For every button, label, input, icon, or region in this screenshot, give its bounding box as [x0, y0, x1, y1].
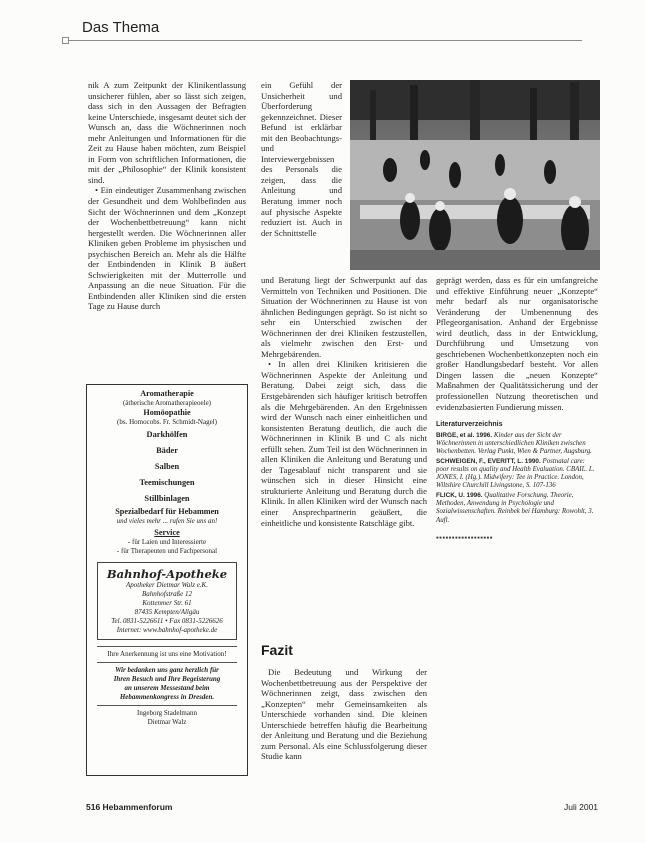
column-2-upper-paragraph: ein Gefühl der Unsicherheit und Überforderung gekennzeichnet. Dieser Befund ist erklärbar mit den Beobachtungs- und Interviewergebnissen des Personals die zeigen, dass die Anleitung und Beratung immer noch auf physische Aspekte reduziert ist. Auch in der Schnittstelle [261, 80, 342, 238]
ad-line: Aromatherapie [140, 389, 194, 398]
header-rule-marker [62, 37, 69, 44]
literature-entry [436, 432, 598, 457]
ad-line: Stillbinlagen [144, 494, 190, 503]
ad-address-line: Kottenmer Str. 61 [142, 599, 192, 607]
ad-address-line: Internet: www.bahnhof-apotheke.de [116, 626, 218, 634]
ad-thanks-line: Wir bedanken uns ganz herzlich für [115, 666, 219, 674]
column-1 [88, 80, 246, 312]
end-of-article-marker: ▪▪▪▪▪▪▪▪▪▪▪▪▪▪▪▪▪▪ [436, 532, 493, 542]
column-1-paragraph-1: nik A zum Zeitpunkt der Klinikentlassung unsicherer fühlen, aber so lässt sich zeigen, dass sich in den Aussagen der Befragten keine Unterschiede, insgesamt deutet sich der Wunsch an, dass die Wöchnerinnen noch mehr Anleitungen und Informationen für die Zeit zu Hause haben möchten, zum Beispiel in Form von schriftlichen Informationen, die mit der „Philosophie“ der Klinik konsistent sind. [88, 80, 246, 185]
ad-thanks-line: an unserem Messestand beim [124, 684, 210, 692]
ad-line: (ätherische Aromatherapieoele) [122, 399, 212, 407]
ad-thanks-line: Hebammenkongress in Dresden. [119, 693, 215, 701]
ad-address-line: Tel. 0831-5226611 • Fax 0831-5226626 [111, 617, 223, 625]
advertisement-box [86, 384, 248, 776]
article-photo [350, 80, 600, 270]
column-2-paragraph-1: und Beratung liegt der Schwerpunkt auf das Vermitteln von Techniken und Positionen. Die Situation der Wöchnerinnen zu Hause ist von ähnlichen Bedingungen geprägt. So ist nicht so sehr ein Unterschied zwischen der Wöchnerinnen der drei Kliniken festzustellen, als vielmehr zwischen den Erst- und Mehrgebärenden. [261, 275, 427, 359]
ad-line: Salben [154, 462, 180, 471]
ad-line: Spezialbedarf für Hebammen [115, 507, 219, 516]
literature-author: BIRGE, et al. 1996. [436, 431, 493, 439]
ad-thanks-line: Ihren Besuch und Ihre Begeisterung [113, 675, 221, 683]
literature-heading: Literaturverzeichnis [436, 421, 503, 429]
fazit-column [261, 667, 427, 762]
ad-product-list [87, 385, 247, 556]
literature-text: Kinder aus der Sicht der Wöchnerinnen in unterschiedlichen Kliniken zwischen Wochenbetten. Verlag Punkt, Wien & Partner, Augsburg. [436, 431, 592, 456]
ad-line: Bäder [156, 446, 178, 455]
ad-line: (bs. Homocobs. Fr. Schmidt-Nagel) [117, 418, 217, 426]
literature-author: FLICK, U. 1996. [436, 491, 483, 499]
column-1-paragraph-2: • Ein eindeutiger Zusammenhang zwischen der Gesundheit und dem Wohlbefinden aus Sicht der Wöchnerinnen und dem „Konzept der Wochenbettbetreuung“ kann nicht hergestellt werden. Die Wöchnerinnen aller Kliniken geben Probleme im physischen und psychischen Bereich an. Mehr als die Hälfte der Entbindenden in Klinik B äußert Schwierigkeiten mit der Mutterrolle und Anpassung an die neue Situation. Für die Entbindenden aller Kliniken sind die ersten Tage zu Hause durch [88, 185, 246, 312]
literature-text: Qualitative Forschung. Theorie, Methoden, Anwendung in Psychologie und Sozialwissenschaften. Reinbek bei Hamburg: Rowohlt, 3. Aufl. [436, 491, 594, 524]
ad-address-line: 87435 Kempten/Allgäu [134, 608, 200, 616]
column-3-paragraph-1: geprägt werden, dass es für ein umfangreiche und effektive Einführung neuer „Konzepte“ mehr bedarf als nur organisatorische Veränderung der Umbenennung des Pflegeorganisation. Anhand der Ergebnisse wird deutlich, dass in der Entwicklung, Durchführung und Umsetzung von geschriebenen Wochenbettkonzepten noch ein großer Handlungsbedarf besteht. Vor allen Dingen lassen die „neuen Konzepte“ Maßnahmen der Qualitätssicherung und der professionellen Nutzung theoretischen und evidenzbasierten Fundierung missen. [436, 275, 598, 412]
footer-page-and-journal: 516 Hebammenforum [86, 802, 173, 812]
ad-shop-name: Bahnhof-Apotheke [106, 567, 228, 581]
ad-address-line: Bahnhofstraße 12 [142, 590, 192, 598]
ad-divider [97, 705, 237, 706]
ad-line: Teemischungen [139, 478, 195, 487]
ad-signature: Ingeborg Stadelmann [137, 709, 197, 717]
header-rule [62, 40, 582, 41]
ad-divider [97, 646, 237, 647]
ad-line: - für Therapeuten und Fachpersonal [116, 547, 218, 555]
ad-shop-box [97, 562, 237, 640]
ad-note: Ihre Anerkennung ist uns eine Motivation! [107, 650, 227, 658]
ad-address-line: Apotheker Dietmar Walz e.K. [126, 581, 208, 589]
ad-signature: Dietmar Walz [147, 718, 187, 726]
ad-line: Darkhölfen [146, 430, 188, 439]
literature-text: Postnatal care: poor results on quality and Health Evaluation. CBAIL. L. JONES, I. (Hg.). Midwifery: Tee in Practice. London, Wiltshire Churchill Livingstone, S. 107-136 [436, 457, 595, 490]
column-2-upper [261, 80, 342, 238]
ad-line: Service [154, 528, 180, 537]
ad-line: und vieles mehr ... rufen Sie uns an! [116, 517, 218, 525]
column-2 [261, 275, 427, 528]
column-3 [436, 275, 598, 543]
literature-entry [436, 492, 598, 525]
column-2-paragraph-2: • In allen drei Kliniken kritisieren die Wöchnerinnen Aspekte der Anleitung und Beratung. Dabei zeigt sich, dass die Erstgebärenden sich häufiger kritisch betroffen als die Mehrgebärenden. An den Ergebnissen wird der Wunsch nach einer einheitlichen und konsistenten Beratung deutlich, die auch die Wöchnerinnen in Klinik B und C als nicht erfüllt sehen. Zum Teil ist den Wöchnerinnen in allen Kliniken die Anleitung und Beratung und der Tagesablauf nicht transparent und sie wünschen sich in dieser Hinsicht eine strukturierte Anleitung und Beratung durch die Klinik. In allen Kliniken wird der Wunsch nach einer Ansprechpartnerin geäußert, die einheitliche und konsistente Ratschläge gibt. [261, 359, 427, 528]
footer-issue-date: Juli 2001 [564, 802, 599, 812]
literature-entry [436, 458, 598, 491]
photo-plaza-scene [350, 80, 600, 270]
ad-line: - für Laien und Interessierte [127, 538, 207, 546]
fazit-paragraph: Die Bedeutung und Wirkung der Wochenbettbetreuung aus der Perspektive der Wöchnerinnen zeigt, dass zwischen den „Konzepten“ mehr Gemeinsamkeiten als Unterschiede vorhanden sind. Die kleinen Unterschiede betreffen häufig die Bearbeitung der Anleitung und Beratung und die Beziehung zum Personal. Als eine Schlussfolgerung dieser Studie kann [261, 667, 427, 762]
section-title: Das Thema [82, 19, 160, 36]
literature-author: SCHWEIGEN, F., EVERITT, L. 1990. [436, 457, 541, 465]
fazit-heading: Fazit [261, 642, 293, 658]
ad-line: Homöopathie [143, 408, 191, 417]
ad-divider [97, 662, 237, 663]
ad-thanks [87, 666, 247, 702]
